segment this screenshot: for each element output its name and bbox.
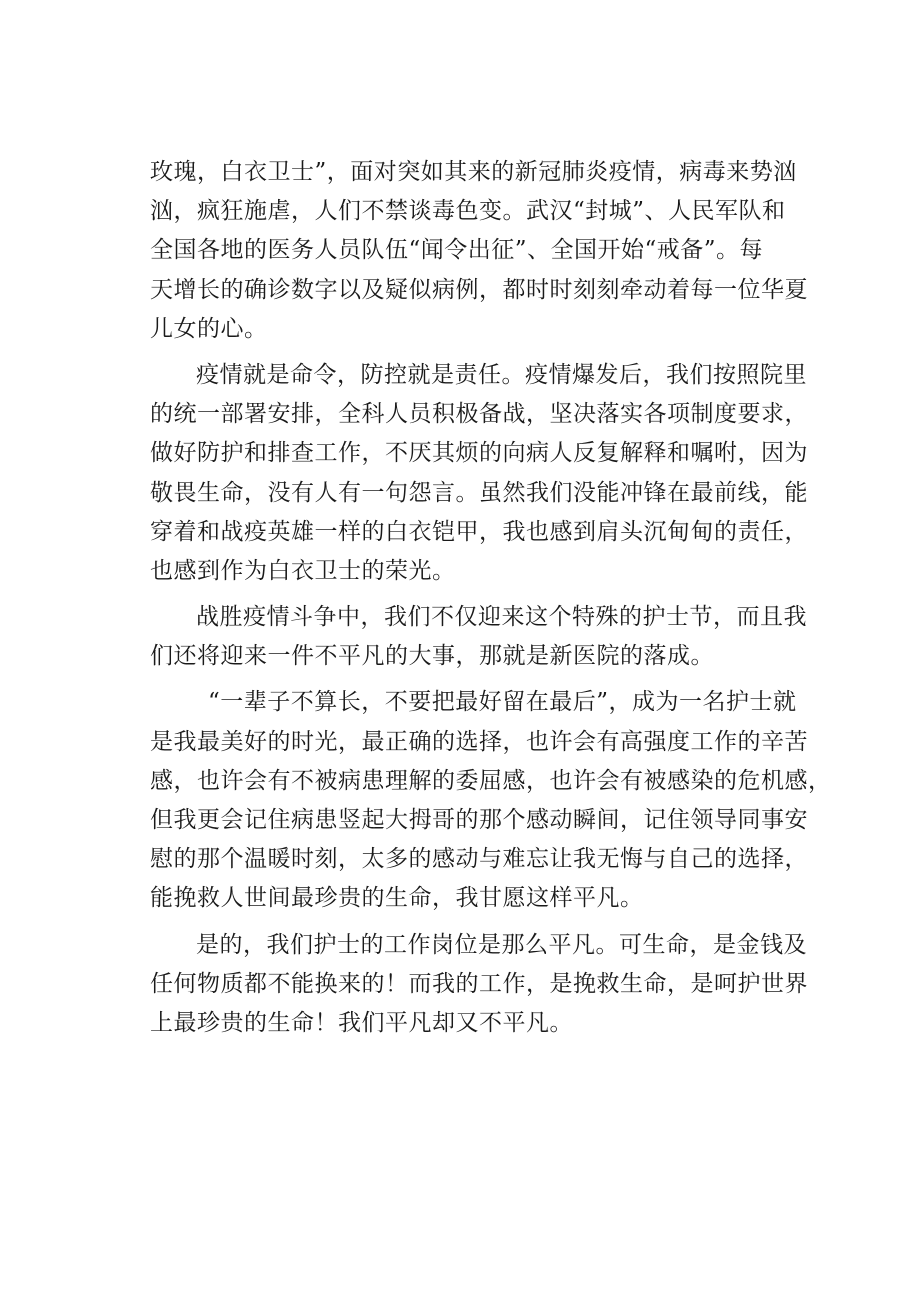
text-line: 做好防护和排查工作，不厌其烦的向病人反复解释和嘱咐，因为 [150, 440, 808, 467]
paragraph [150, 356, 810, 591]
text-line: 全国各地的医务人员队伍“闻令出征”、全国开始“戒备”。每 [150, 237, 764, 264]
text-line: 是我最美好的时光，最正确的选择，也许会有高强度工作的辛苦 [150, 728, 808, 755]
text-line: 穿着和战疫英雄一样的白衣铠甲，我也感到肩头沉甸甸的责任， [150, 518, 808, 545]
paragraph [150, 153, 810, 349]
text-line: 任何物质都不能换来的！而我的工作，是挽救生命，是呵护世界 [150, 970, 808, 997]
text-line: “一辈子不算长，不要把最好留在最后”，成为一名护士就 [208, 689, 797, 716]
text-line: 们还将迎来一件不平凡的大事，那就是新医院的落成。 [150, 643, 714, 670]
text-line: 敬畏生命，没有人有一句怨言。虽然我们没能冲锋在最前线，能 [150, 479, 808, 506]
text-line: 上最珍贵的生命！我们平凡却又不平凡。 [150, 1009, 573, 1036]
text-line: 但我更会记住病患竖起大拇哥的那个感动瞬间，记住领导同事安 [150, 807, 808, 833]
text-line: 玫瑰，白衣卫士”，面对突如其来的新冠肺炎疫情，病毒来势汹 [150, 159, 797, 185]
text-line: 感，也许会有不被病患理解的委屈感，也许会有被感染的危机感， [150, 767, 832, 794]
text-line: 战胜疫情斗争中，我们不仅迎来这个特殊的护士节，而且我 [196, 604, 807, 631]
document-body [150, 153, 832, 1043]
paragraph [150, 598, 810, 676]
paragraph [150, 683, 832, 918]
text-line: 儿女的心。 [150, 315, 268, 342]
text-line: 也感到作为白衣卫士的荣光。 [150, 557, 456, 584]
text-line: 慰的那个温暖时刻，太多的感动与难忘让我无悔与自己的选择， [150, 846, 808, 873]
paragraph [150, 926, 810, 1044]
text-line: 疫情就是命令，防控就是责任。疫情爆发后，我们按照院里 [196, 361, 807, 388]
text-line: 天增长的确诊数字以及疑似病例，都时时刻刻牵动着每一位华夏 [150, 276, 808, 303]
text-line: 能挽救人世间最珍贵的生命，我甘愿这样平凡。 [150, 885, 644, 912]
text-line: 的统一部署安排，全科人员积极备战，坚决落实各项制度要求， [150, 401, 808, 428]
text-line: 汹，疯狂施虐，人们不禁谈毒色变。武汉“封城”、人民军队和 [150, 198, 786, 225]
text-line: 是的，我们护士的工作岗位是那么平凡。可生命，是金钱及 [196, 931, 807, 958]
